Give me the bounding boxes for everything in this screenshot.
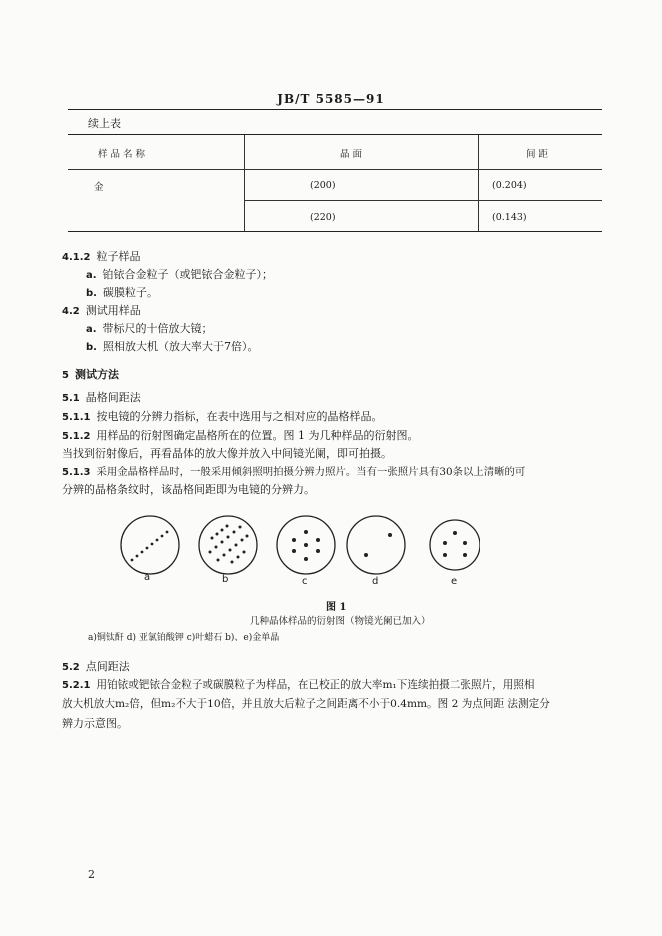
- list-item: a. 铂铱合金粒子（或钯铱合金粒子）；: [86, 268, 274, 281]
- table-row-rule: [244, 200, 602, 201]
- pattern-b: [199, 516, 257, 574]
- paragraph-text: 用铂铱或钯铱合金粒子或碳膜粒子为样品，在已校正的放大率m₁下连续拍摄二张照片，用照相: [96, 679, 535, 691]
- col-header-name: 样 品 名 称: [98, 149, 146, 160]
- section-number: 5.2.1: [62, 680, 91, 691]
- paragraph-text: 采用金晶格样品时，一般采用倾斜照明拍摄分辨力照片。当有一张照片具有30条以上清晰的可: [96, 466, 526, 478]
- paragraph-line: 放大机放大m₂倍，但m₂不大于10倍，并且放大后粒子之间距离不小于0.4mm。图 2 为点间距 法测定分: [62, 698, 550, 710]
- pattern-e-dots: [443, 531, 467, 557]
- section-5: [62, 366, 119, 382]
- list-text: 碳膜粒子。: [102, 286, 158, 299]
- figure-label-b: b: [222, 574, 229, 585]
- figure-label-a: a: [144, 572, 151, 583]
- table-divider: [478, 135, 479, 231]
- figure-legend: a)铜钛酐 d) 亚氯铂酸钾 c)叶蜡石 b)、e)金单晶: [88, 633, 280, 643]
- list-text: 铂铱合金粒子（或钯铱合金粒子）；: [102, 268, 274, 281]
- paragraph-line: 辨力示意图。: [62, 717, 128, 730]
- list-item: b. 照相放大机（放大率大于7倍）。: [86, 340, 259, 353]
- diffraction-figure: [110, 510, 480, 600]
- section-5-1: [62, 389, 141, 405]
- list-item: a. 带标尺的十倍放大镜；: [86, 322, 213, 335]
- section-title: 测试用样品: [85, 304, 141, 317]
- section-5-1-3: [62, 463, 525, 478]
- pattern-c-dots: [292, 530, 320, 561]
- col-header-face: 晶 面: [340, 149, 363, 160]
- list-item: b. 碳膜粒子。: [86, 286, 158, 299]
- standard-header: JB/T 5585—91: [277, 92, 385, 106]
- section-title: 晶格间距法: [85, 391, 141, 404]
- figure-caption: 几种晶体样品的衍射图（物镜光阑已加入）: [250, 616, 431, 627]
- pattern-a-dots: [131, 531, 169, 562]
- section-number: 5.1.1: [62, 412, 91, 423]
- list-text: 照相放大机（放大率大于7倍）。: [102, 340, 259, 353]
- col-header-spacing: 间 距: [526, 149, 549, 160]
- crystal-table: [68, 134, 602, 232]
- paragraph-line: 当找到衍射像后，再看晶体的放大像并放入中间镜光阑，即可拍摄。: [62, 447, 392, 460]
- table-divider: [244, 135, 245, 231]
- table-header-rule: [68, 169, 602, 170]
- pattern-e: [430, 520, 480, 570]
- paragraph-text: 按电镜的分辨力指标，在表中选用与之相对应的晶格样品。: [96, 410, 383, 423]
- section-5-2-1: [62, 677, 535, 692]
- section-number: 5.1: [62, 393, 80, 404]
- figure-label-c: c: [302, 576, 308, 587]
- section-number: 5.2: [62, 662, 80, 673]
- section-number: 5: [62, 370, 69, 381]
- section-5-1-1: [62, 408, 382, 424]
- paragraph-text: 用样品的衍射图确定晶格所在的位置。图 1 为几种样品的衍射图。: [96, 429, 419, 442]
- section-4-1-2: [62, 248, 140, 264]
- section-5-2: [62, 658, 130, 674]
- section-title: 测试方法: [74, 368, 119, 381]
- section-title: 粒子样品: [96, 250, 141, 263]
- pattern-d: [347, 516, 405, 574]
- spacing-value: (0.143): [492, 212, 527, 223]
- page-number: 2: [88, 868, 95, 881]
- section-4-2: [62, 302, 141, 318]
- section-number: 5.1.2: [62, 431, 91, 442]
- header-rule: [68, 109, 602, 110]
- section-number: 5.1.3: [62, 467, 91, 478]
- list-text: 带标尺的十倍放大镜；: [102, 322, 213, 335]
- pattern-a: [121, 516, 179, 574]
- section-number: 4.1.2: [62, 252, 91, 263]
- paragraph-line: 分辨的晶格条纹时，该晶格间距即为电镜的分辨力。: [62, 483, 315, 496]
- sample-name: 金: [94, 182, 104, 193]
- figure-label-d: d: [372, 576, 379, 587]
- section-5-1-2: [62, 427, 418, 443]
- table-continued-label: 续上表: [88, 117, 121, 130]
- section-number: 4.2: [62, 306, 80, 317]
- pattern-b-dots: [209, 525, 249, 564]
- face-value: (200): [310, 180, 336, 191]
- figure-label-e: e: [451, 576, 458, 587]
- face-value: (220): [310, 212, 336, 223]
- pattern-d-dots: [364, 533, 392, 557]
- spacing-value: (0.204): [492, 180, 527, 191]
- section-title: 点间距法: [85, 660, 130, 673]
- figure-title: 图 1: [326, 602, 347, 613]
